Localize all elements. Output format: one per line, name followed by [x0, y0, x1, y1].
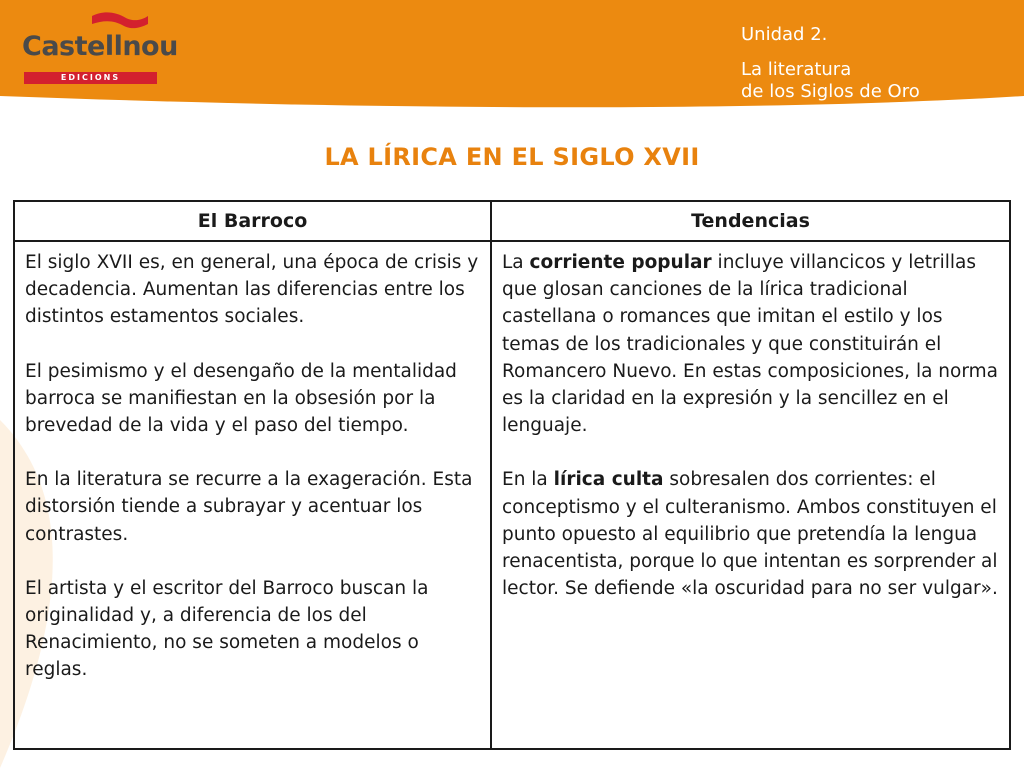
el-barroco-cell [14, 241, 491, 749]
paragraph-lead: La [502, 252, 530, 273]
term-corriente-popular: corriente popular [529, 252, 712, 273]
column-header-tendencias: Tendencias [491, 201, 1010, 241]
table-row [14, 241, 1010, 749]
page-title: LA LÍRICA EN EL SIGLO XVII [324, 143, 700, 171]
logo-wordmark: Castellnou [22, 31, 178, 62]
term-lirica-culta: lírica culta [553, 469, 664, 491]
logo-subtitle: EDICIONS [24, 72, 157, 84]
paragraph-body: sobresalen dos corrientes: el conceptismo y el culteranismo. Ambos constituyen el punto opuesto al equilibrio que pretendía la lengua renacentista, porque lo que intentan es sorprender al lector. Se defiende «la oscuridad para no ser vulgar». [502, 469, 998, 600]
barroco-paragraph-3: En la literatura se recurre a la exageración. Esta distorsión tiende a subrayar y acentuar los contrastes. [25, 469, 473, 545]
content-table [13, 200, 1011, 750]
barroco-paragraph-1: El siglo XVII es, en general, una época de crisis y decadencia. Aumentan las diferencias entre los distintos estamentos sociales. [25, 252, 479, 328]
barroco-paragraph-2: El pesimismo y el desengaño de la mentalidad barroca se manifiestan en la obsesión por la brevedad de la vida y el paso del tiempo. [25, 360, 457, 437]
paragraph-body: incluye villancicos y letrillas que glosan canciones de la lírica tradicional castellana o romances que imitan el estilo y los temas de los tradicionales y que constituirán el Romancero Nuevo. En estas composiciones, la norma es la claridad en la expresión y la sencillez en el lenguaje. [502, 252, 998, 437]
tendencias-cell [491, 241, 1010, 749]
column-header-el-barroco: El Barroco [14, 201, 491, 241]
unit-title-line-2: de los Siglos de Oro [741, 81, 920, 102]
barroco-paragraph-4: El artista y el escritor del Barroco buscan la originalidad y, a diferencia de los del Renacimiento, no se someten a modelos o reglas. [25, 577, 429, 681]
unit-title-line-1: La literatura [741, 59, 852, 80]
unit-number: Unidad 2. [741, 24, 828, 45]
castellnou-logo [22, 10, 178, 82]
unit-heading [741, 24, 1011, 103]
table-header-row [14, 201, 1010, 241]
paragraph-lead: En la [502, 469, 554, 491]
tendencias-paragraph-culta [502, 466, 999, 602]
tendencias-paragraph-popular [502, 249, 999, 439]
